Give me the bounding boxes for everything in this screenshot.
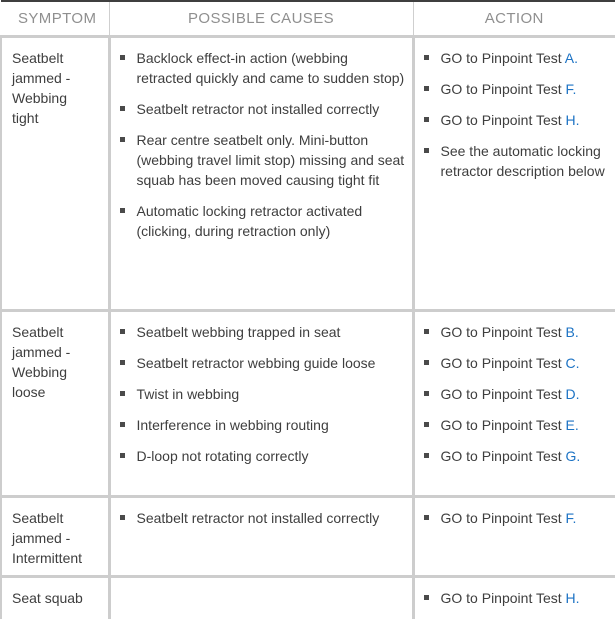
bullet-icon bbox=[424, 117, 429, 122]
causes-list bbox=[120, 48, 406, 241]
symptom-line: loose bbox=[12, 383, 46, 400]
bullet-icon bbox=[424, 515, 429, 520]
action-cell bbox=[413, 310, 615, 496]
action-cell bbox=[413, 36, 615, 310]
table-body bbox=[1, 36, 615, 619]
list-item bbox=[424, 353, 612, 373]
bullet-icon bbox=[424, 391, 429, 396]
symptom-cell bbox=[1, 310, 109, 496]
bullet-icon bbox=[120, 329, 125, 334]
list-item bbox=[424, 415, 612, 435]
action-text: GO to Pinpoint Test bbox=[440, 354, 562, 371]
action-text: GO to Pinpoint Test bbox=[440, 509, 562, 526]
symptom-line: Seatbelt bbox=[12, 323, 64, 340]
bullet-icon bbox=[424, 453, 429, 458]
header-action: ACTION bbox=[413, 1, 615, 36]
action-text: GO to Pinpoint Test bbox=[440, 416, 562, 433]
action-cell bbox=[413, 496, 615, 576]
pinpoint-test-link[interactable]: F. bbox=[565, 80, 577, 97]
bullet-icon bbox=[424, 360, 429, 365]
symptom-cell bbox=[1, 496, 109, 576]
symptom-line: Seatbelt bbox=[12, 49, 64, 66]
list-item bbox=[424, 446, 612, 466]
bullet-icon bbox=[120, 453, 125, 458]
cause-text: Backlock effect-in action (webbing retracted quickly and came to sudden stop) bbox=[136, 49, 405, 86]
list-item bbox=[424, 141, 612, 181]
list-item bbox=[120, 130, 406, 190]
action-text: GO to Pinpoint Test bbox=[440, 49, 562, 66]
symptom-line: Webbing bbox=[12, 363, 68, 380]
pinpoint-test-link[interactable]: E. bbox=[565, 416, 579, 433]
table-row bbox=[1, 576, 615, 619]
pinpoint-test-link[interactable]: B. bbox=[565, 323, 579, 340]
symptom-line: jammed - bbox=[12, 343, 71, 360]
action-text: GO to Pinpoint Test bbox=[440, 111, 562, 128]
header-symptom: SYMPTOM bbox=[1, 1, 109, 36]
causes-cell bbox=[109, 576, 413, 619]
list-item bbox=[120, 201, 406, 241]
bullet-icon bbox=[424, 55, 429, 60]
list-item bbox=[424, 48, 612, 68]
cause-text: Rear centre seatbelt only. Mini-button (webbing travel limit stop) missing and seat squab has been moved causing tight fit bbox=[136, 131, 405, 188]
table-row bbox=[1, 36, 615, 310]
symptom-line: tight bbox=[12, 109, 39, 126]
list-item bbox=[424, 79, 612, 99]
header-row bbox=[1, 1, 615, 36]
pinpoint-test-link[interactable]: G. bbox=[565, 447, 581, 464]
pinpoint-test-link[interactable]: F. bbox=[565, 509, 577, 526]
list-item bbox=[120, 99, 406, 119]
table-row bbox=[1, 496, 615, 576]
symptom-line: Intermittent bbox=[12, 549, 83, 566]
bullet-icon bbox=[424, 148, 429, 153]
list-item bbox=[120, 384, 406, 404]
bullet-icon bbox=[120, 422, 125, 427]
causes-cell bbox=[109, 496, 413, 576]
bullet-icon bbox=[120, 106, 125, 111]
bullet-icon bbox=[424, 422, 429, 427]
bullet-icon bbox=[120, 391, 125, 396]
cause-text: Interference in webbing routing bbox=[136, 416, 329, 433]
cause-text: Twist in webbing bbox=[136, 385, 240, 402]
pinpoint-test-link[interactable]: H. bbox=[565, 589, 580, 606]
action-text: GO to Pinpoint Test bbox=[440, 80, 562, 97]
cause-text: Seatbelt retractor webbing guide loose bbox=[136, 354, 376, 371]
bullet-icon bbox=[120, 515, 125, 520]
bullet-icon bbox=[424, 329, 429, 334]
list-item bbox=[424, 322, 612, 342]
action-text: GO to Pinpoint Test bbox=[440, 385, 562, 402]
list-item bbox=[120, 415, 406, 435]
cause-text: Seatbelt retractor not installed correctly bbox=[136, 509, 380, 526]
bullet-icon bbox=[120, 360, 125, 365]
action-list bbox=[424, 322, 612, 466]
symptom-cell bbox=[1, 576, 109, 619]
list-item bbox=[120, 508, 406, 528]
bullet-icon bbox=[424, 86, 429, 91]
symptom-line: Seatbelt bbox=[12, 509, 64, 526]
causes-list bbox=[120, 322, 406, 466]
action-text: GO to Pinpoint Test bbox=[440, 447, 562, 464]
bullet-icon bbox=[424, 595, 429, 600]
symptom-line: Seat squab bbox=[12, 589, 83, 606]
list-item bbox=[424, 384, 612, 404]
causes-list bbox=[120, 508, 406, 528]
bullet-icon bbox=[120, 137, 125, 142]
symptom-line: Webbing bbox=[12, 89, 68, 106]
list-item bbox=[120, 322, 406, 342]
cause-text: Automatic locking retractor activated (clicking, during retraction only) bbox=[136, 202, 363, 239]
list-item bbox=[424, 508, 612, 528]
cause-text: Seatbelt webbing trapped in seat bbox=[136, 323, 341, 340]
list-item bbox=[424, 588, 612, 608]
pinpoint-test-link[interactable]: D. bbox=[565, 385, 580, 402]
symptom-line: jammed - bbox=[12, 69, 71, 86]
pinpoint-test-link[interactable]: C. bbox=[565, 354, 580, 371]
header-possible-causes: POSSIBLE CAUSES bbox=[109, 1, 413, 36]
list-item bbox=[424, 110, 612, 130]
causes-cell bbox=[109, 310, 413, 496]
symptom-line: jammed - bbox=[12, 529, 71, 546]
list-item bbox=[120, 446, 406, 466]
action-list bbox=[424, 48, 612, 181]
cause-text: D-loop not rotating correctly bbox=[136, 447, 309, 464]
action-list bbox=[424, 508, 612, 528]
action-text: GO to Pinpoint Test bbox=[440, 589, 562, 606]
list-item bbox=[120, 353, 406, 373]
pinpoint-test-link[interactable]: H. bbox=[565, 111, 580, 128]
symptom-cell bbox=[1, 36, 109, 310]
pinpoint-test-link[interactable]: A. bbox=[564, 49, 578, 66]
action-cell bbox=[413, 576, 615, 619]
causes-cell bbox=[109, 36, 413, 310]
action-text: GO to Pinpoint Test bbox=[440, 323, 562, 340]
cause-text: Seatbelt retractor not installed correctly bbox=[136, 100, 380, 117]
bullet-icon bbox=[120, 55, 125, 60]
action-text: See the automatic locking retractor description below bbox=[440, 142, 605, 179]
list-item bbox=[120, 48, 406, 88]
action-list bbox=[424, 588, 612, 608]
bullet-icon bbox=[120, 208, 125, 213]
table-row bbox=[1, 310, 615, 496]
